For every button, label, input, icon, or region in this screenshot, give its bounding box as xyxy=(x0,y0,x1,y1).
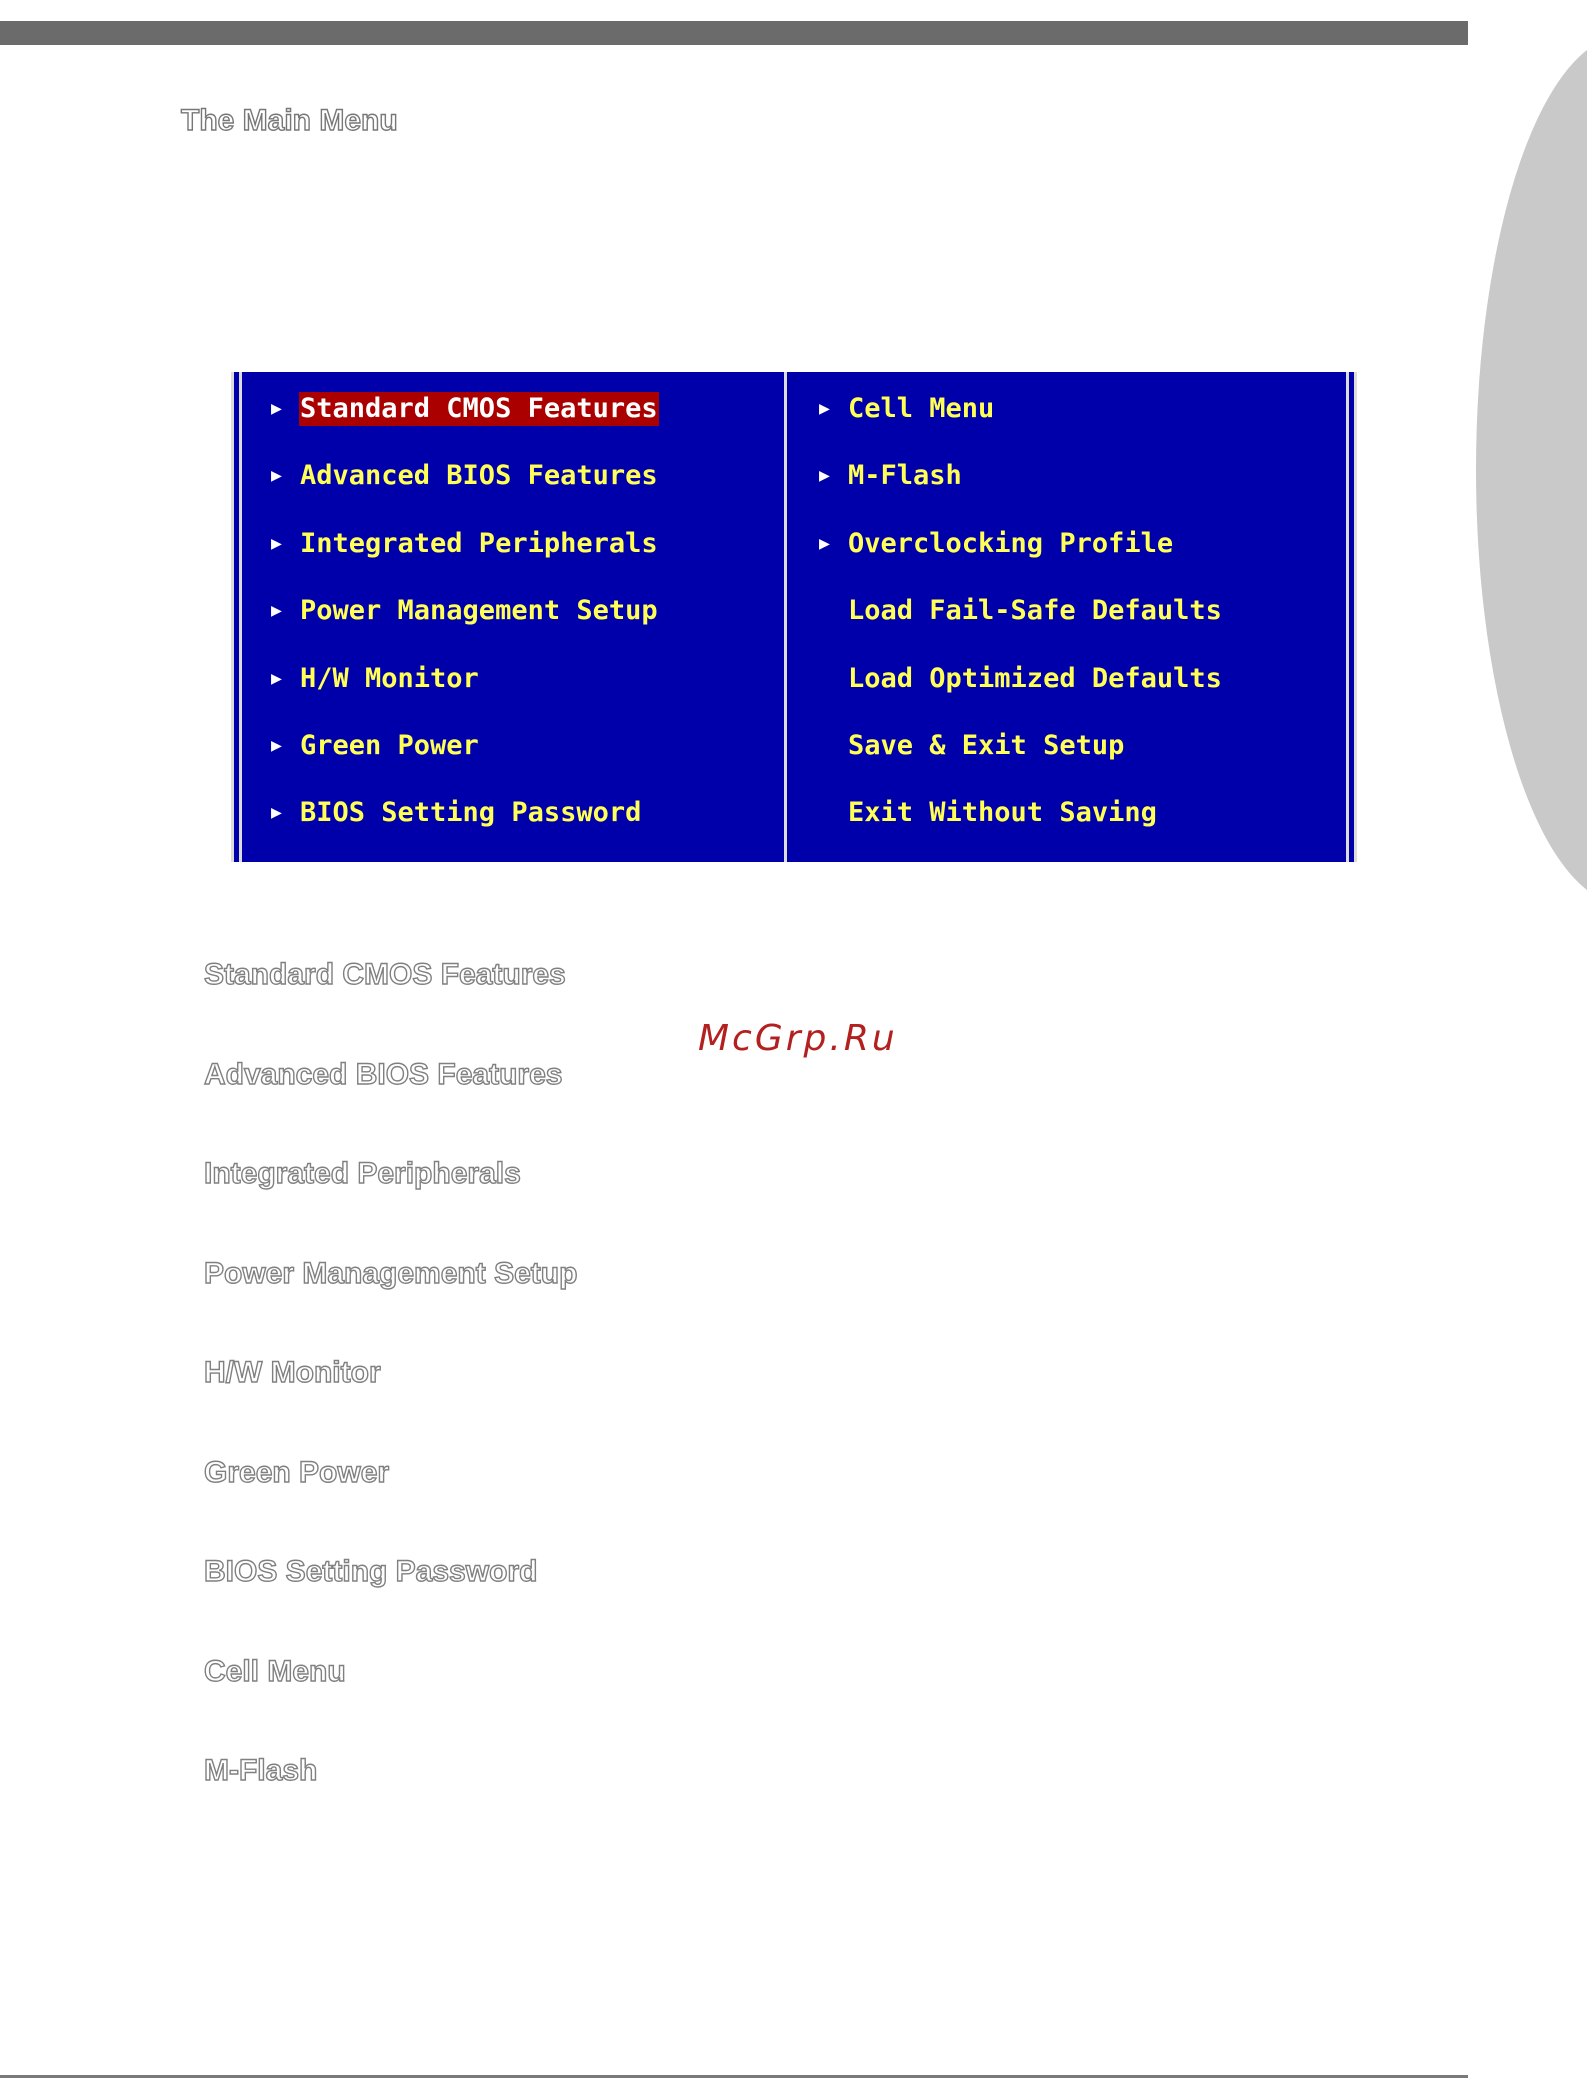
bios-item-save-exit-setup[interactable] xyxy=(819,729,1223,796)
bios-item-exit-without-saving[interactable] xyxy=(819,796,1223,863)
bios-item-label: H/W Monitor xyxy=(300,662,479,694)
section-heading: Integrated Peripherals xyxy=(204,1157,521,1190)
section-heading: H/W Monitor xyxy=(204,1356,381,1389)
bios-item-hw-monitor[interactable] xyxy=(271,662,659,729)
bios-item-cell-menu[interactable] xyxy=(819,392,1223,459)
submenu-arrow-icon: ▶ xyxy=(819,532,830,554)
bios-item-bios-setting-password[interactable] xyxy=(271,796,659,863)
bios-item-label: BIOS Setting Password xyxy=(300,797,642,829)
submenu-arrow-icon: ▶ xyxy=(271,734,282,756)
bios-item-green-power[interactable] xyxy=(271,729,659,796)
top-header-bar xyxy=(0,21,1468,45)
submenu-arrow-icon: ▶ xyxy=(819,398,830,419)
section-heading: BIOS Setting Password xyxy=(204,1555,538,1588)
bios-item-label: Green Power xyxy=(300,729,479,761)
bios-item-label: M-Flash xyxy=(848,460,962,492)
bios-item-label: Exit Without Saving xyxy=(848,797,1157,829)
bios-item-label: Advanced BIOS Features xyxy=(300,460,658,492)
bios-item-label: Overclocking Profile xyxy=(848,527,1174,559)
bios-item-standard-cmos-features[interactable] xyxy=(271,392,659,459)
bios-main-menu-screen xyxy=(231,372,1357,862)
submenu-arrow-icon: ▶ xyxy=(271,667,282,689)
bios-item-label: Save & Exit Setup xyxy=(848,729,1125,761)
bios-item-label: Integrated Peripherals xyxy=(300,527,658,559)
bios-frame-left xyxy=(231,372,242,862)
bios-right-column xyxy=(819,392,1223,864)
bios-item-load-fail-safe-defaults[interactable] xyxy=(819,594,1223,661)
bios-item-label: Cell Menu xyxy=(848,393,995,424)
bios-item-label: Load Optimized Defaults xyxy=(848,662,1222,694)
bios-item-overclocking-profile[interactable] xyxy=(819,527,1223,594)
bios-item-load-optimized-defaults[interactable] xyxy=(819,662,1223,729)
side-chapter-tab xyxy=(1476,35,1587,905)
page-title: The Main Menu xyxy=(181,104,398,137)
section-headings-list xyxy=(204,958,577,1854)
submenu-arrow-icon: ▶ xyxy=(271,600,282,622)
section-heading: Cell Menu xyxy=(204,1654,346,1688)
bios-item-m-flash[interactable] xyxy=(819,459,1223,526)
submenu-arrow-icon: ▶ xyxy=(819,465,830,487)
bios-frame-right xyxy=(1346,372,1357,862)
bios-item-label: Power Management Setup xyxy=(300,595,658,627)
section-heading: Standard CMOS Features xyxy=(204,958,566,991)
watermark-text: McGrp.Ru xyxy=(698,1018,898,1059)
section-heading: Power Management Setup xyxy=(204,1256,578,1290)
section-heading: M-Flash xyxy=(204,1754,318,1787)
section-heading: Green Power xyxy=(204,1455,390,1489)
bios-item-label: Standard CMOS Features xyxy=(300,393,658,424)
submenu-arrow-icon: ▶ xyxy=(271,465,282,487)
submenu-arrow-icon: ▶ xyxy=(271,802,282,824)
bios-item-advanced-bios-features[interactable] xyxy=(271,459,659,526)
bios-item-label: Load Fail-Safe Defaults xyxy=(848,595,1222,627)
submenu-arrow-icon: ▶ xyxy=(271,532,282,554)
submenu-arrow-icon: ▶ xyxy=(271,398,282,419)
bios-item-integrated-peripherals[interactable] xyxy=(271,527,659,594)
bottom-rule xyxy=(0,2075,1468,2078)
bios-item-power-management-setup[interactable] xyxy=(271,594,659,661)
bios-frame-divider xyxy=(784,372,787,862)
section-heading: Advanced BIOS Features xyxy=(204,1057,563,1091)
bios-left-column xyxy=(271,392,659,864)
